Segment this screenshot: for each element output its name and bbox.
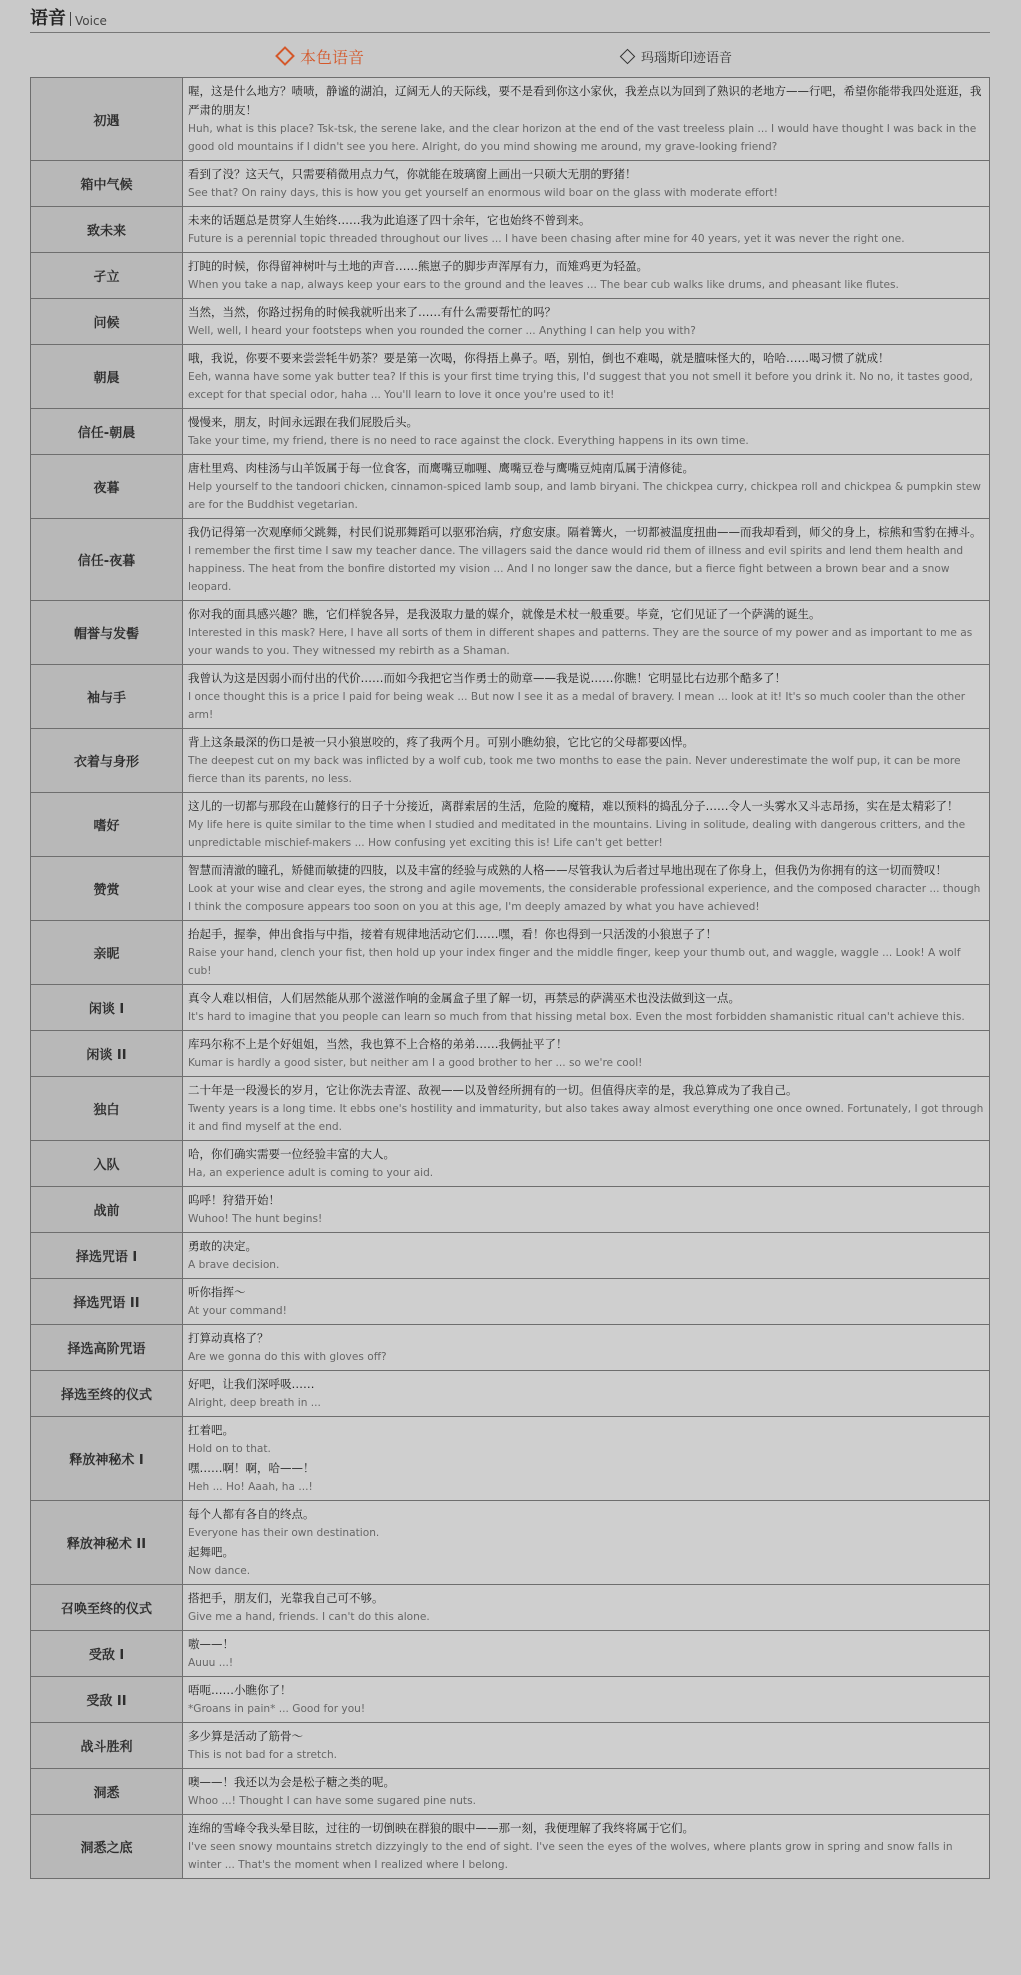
voice-line-english: Raise your hand, clench your fist, then hold up your index finger and the middle finger, keep your thumb out, and waggle, waggle ... Look! A wolf cub! [188, 947, 961, 977]
voice-line-label: 受敌 II [31, 1677, 183, 1723]
voice-line-english: I remember the first time I saw my teacher dance. The villagers said the dance would rid them of illness and evil spirits and lend them health and happiness. The heat from the bonfire distorted my vision ... And I no longer saw the dance, but a fierce fight between a brown bear and a snow leopard. [188, 545, 964, 593]
voice-line-label: 衣着与身形 [31, 729, 183, 793]
voice-row [31, 253, 990, 299]
voice-line-english: Whoo ...! Thought I can have some sugared pine nuts. [188, 1795, 476, 1807]
diamond-icon [620, 48, 636, 64]
voice-row [31, 299, 990, 345]
voice-line-label: 信任-朝晨 [31, 409, 183, 455]
voice-line-english: Interested in this mask? Here, I have all sorts of them in different shapes and patterns. They are the source of my power and as important to me as your wands to you. They witnessed my rebirth as a Shaman. [188, 627, 973, 657]
voice-line-content [183, 1815, 990, 1879]
voice-line-content [183, 409, 990, 455]
voice-line-content [183, 1631, 990, 1677]
voice-line-content [183, 253, 990, 299]
voice-line-chinese: 噢——！我还以为会是松子糖之类的呢。 [188, 1775, 395, 1789]
voice-line-content [183, 1723, 990, 1769]
voice-row [31, 207, 990, 253]
voice-line-english: Help yourself to the tandoori chicken, cinnamon-spiced lamb soup, and lamb biryani. The chickpea curry, chickpea roll and chickpea & pumpkin stew are for the Buddhist vegetarian. [188, 481, 981, 511]
voice-line-chinese: 连绵的雪峰令我头晕目眩，过往的一切倒映在群狼的眼中——那一刻，我便理解了我终将属于它们。 [188, 1821, 694, 1835]
voice-line-english: I've seen snowy mountains stretch dizzyingly to the end of sight. I've seen the eyes of the wolves, where plants grow in spring and snow falls in winter ... That's the moment when I realized where I belong. [188, 1841, 953, 1871]
voice-line-english: Future is a perennial topic threaded throughout our lives ... I have been chasing after mine for 40 years, yet it was never the right one. [188, 233, 905, 245]
voice-line-content [183, 345, 990, 409]
voice-row [31, 78, 990, 161]
voice-line-label: 召唤至终的仪式 [31, 1585, 183, 1631]
voice-line-label: 独白 [31, 1077, 183, 1141]
voice-line-english: When you take a nap, always keep your ears to the ground and the leaves ... The bear cub walks like drums, and pheasant like flutes. [188, 279, 899, 291]
voice-line-english: Well, well, I heard your footsteps when you rounded the corner ... Anything I can help you with? [188, 325, 696, 337]
voice-line-chinese: 好吧，让我们深呼吸…… [188, 1377, 315, 1391]
voice-line-label: 孑立 [31, 253, 183, 299]
voice-line-label: 初遇 [31, 78, 183, 161]
voice-line-label: 战前 [31, 1187, 183, 1233]
voice-line-content [183, 729, 990, 793]
voice-line-label: 释放神秘术 II [31, 1501, 183, 1585]
voice-row [31, 1585, 990, 1631]
voice-row [31, 1723, 990, 1769]
voice-line-chinese: 智慧而清澈的瞳孔，矫健而敏捷的四肢，以及丰富的经验与成熟的人格——尽管我认为后者过早地出现在了你身上，但我仍为你拥有的这一切而赞叹！ [188, 863, 947, 877]
voice-row [31, 1031, 990, 1077]
voice-row [31, 1077, 990, 1141]
voice-line-chinese: 起舞吧。 [188, 1545, 234, 1559]
voice-line-content [183, 1417, 990, 1501]
voice-line-label: 受敌 I [31, 1631, 183, 1677]
voice-line-english: Now dance. [188, 1565, 251, 1577]
voice-line-label: 袖与手 [31, 665, 183, 729]
voice-row [31, 1417, 990, 1501]
voice-line-label: 洞悉之底 [31, 1815, 183, 1879]
voice-line-chinese: 打盹的时候，你得留神树叶与土地的声音……熊崽子的脚步声浑厚有力，而雉鸡更为轻盈。 [188, 259, 648, 273]
voice-row [31, 985, 990, 1031]
voice-line-chinese: 嗷——！ [188, 1637, 234, 1651]
voice-line-label: 信任-夜暮 [31, 519, 183, 601]
voice-line-chinese: 库玛尔称不上是个好姐姐，当然，我也算不上合格的弟弟……我俩扯平了！ [188, 1037, 568, 1051]
voice-row [31, 793, 990, 857]
voice-row [31, 519, 990, 601]
voice-row [31, 1501, 990, 1585]
voice-row [31, 1371, 990, 1417]
voice-line-english: Wuhoo! The hunt begins! [188, 1213, 323, 1225]
voice-line-chinese: 扛着吧。 [188, 1423, 234, 1437]
voice-row [31, 665, 990, 729]
tab-manaus-imprint-voice[interactable] [622, 44, 732, 68]
voice-row [31, 1233, 990, 1279]
voice-line-content [183, 78, 990, 161]
voice-line-content [183, 1279, 990, 1325]
voice-line-content [183, 1141, 990, 1187]
voice-line-content [183, 207, 990, 253]
voice-tabs [30, 40, 990, 74]
voice-line-english: Twenty years is a long time. It ebbs one's hostility and immaturity, but also takes away almost everything one once owned. Fortunately, I got through it and find myself at the end. [188, 1103, 984, 1133]
voice-line-chinese: 当然，当然，你路过拐角的时候我就听出来了……有什么需要帮忙的吗？ [188, 305, 556, 319]
voice-table-wrapper [30, 77, 990, 1879]
voice-line-chinese: 每个人都有各自的终点。 [188, 1507, 315, 1521]
voice-line-chinese: 多少算是活动了筋骨～ [188, 1729, 303, 1743]
title-divider [70, 12, 71, 26]
voice-line-label: 战斗胜利 [31, 1723, 183, 1769]
voice-line-label: 择选咒语 I [31, 1233, 183, 1279]
voice-line-content [183, 1677, 990, 1723]
voice-line-label: 闲谈 II [31, 1031, 183, 1077]
voice-line-english: *Groans in pain* ... Good for you! [188, 1703, 366, 1715]
voice-line-content [183, 1325, 990, 1371]
voice-line-content [183, 1031, 990, 1077]
voice-line-label: 择选咒语 II [31, 1279, 183, 1325]
voice-row [31, 729, 990, 793]
page-subtitle: Voice [75, 14, 107, 28]
voice-line-english: Auuu ...! [188, 1657, 234, 1669]
voice-line-chinese: 慢慢来，朋友，时间永远跟在我们屁股后头。 [188, 415, 418, 429]
voice-table-body [31, 78, 990, 1879]
page-title: 语音 [30, 8, 66, 29]
voice-line-english: Are we gonna do this with gloves off? [188, 1351, 387, 1363]
voice-line-content [183, 1187, 990, 1233]
voice-line-chinese: 哦，我说，你要不要来尝尝牦牛奶茶？要是第一次喝，你得捂上鼻子。唔，别怕，倒也不难喝，就是膻味怪大的，哈哈……喝习惯了就成！ [188, 351, 890, 365]
voice-line-english: It's hard to imagine that you people can learn so much from that hissing metal box. Even the most forbidden shamanistic ritual can't achieve this. [188, 1011, 965, 1023]
voice-line-english: Alright, deep breath in ... [188, 1397, 321, 1409]
voice-line-english: This is not bad for a stretch. [188, 1749, 338, 1761]
voice-line-chinese: 你对我的面具感兴趣？瞧，它们样貌各异，是我汲取力量的媒介，就像是术杖一般重要。毕竟，它们见证了一个萨满的诞生。 [188, 607, 821, 621]
voice-row [31, 1631, 990, 1677]
voice-line-english: My life here is quite similar to the time when I studied and meditated in the mountains. Living in solitude, dealing with dangerous critters, and the unpredictable mischief-makers ... How confusing yet exciting this is! Life can't get better! [188, 819, 966, 849]
voice-line-chinese: 嘿……啊！啊，哈——！ [188, 1461, 315, 1475]
voice-line-english: At your command! [188, 1305, 287, 1317]
voice-line-chinese: 打算动真格了？ [188, 1331, 269, 1345]
voice-row [31, 1815, 990, 1879]
voice-line-chinese: 这儿的一切都与那段在山麓修行的日子十分接近，离群索居的生活，危险的魔精，难以预料的捣乱分子……令人一头雾水又斗志昂扬，实在是太精彩了！ [188, 799, 959, 813]
voice-line-chinese: 喔，这是什么地方？啧啧，静谧的湖泊，辽阔无人的天际线，要不是看到你这小家伙，我差点以为回到了熟识的老地方——行吧，希望你能带我四处逛逛，我严肃的朋友！ [188, 84, 982, 117]
voice-line-chinese: 二十年是一段漫长的岁月，它让你洗去青涩、敌视——以及曾经所拥有的一切。但值得庆幸的是，我总算成为了我自己。 [188, 1083, 798, 1097]
voice-line-label: 闲谈 I [31, 985, 183, 1031]
voice-line-label: 嗜好 [31, 793, 183, 857]
voice-line-label: 帽誉与发髻 [31, 601, 183, 665]
voice-line-content [183, 299, 990, 345]
voice-line-english: I once thought this is a price I paid for being weak ... But now I see it as a medal of bravery. I mean ... look at it! It's so much cooler than the other arm! [188, 691, 966, 721]
voice-line-chinese: 搭把手，朋友们，光靠我自己可不够。 [188, 1591, 384, 1605]
voice-line-label: 致未来 [31, 207, 183, 253]
voice-line-chinese: 未来的话题总是贯穿人生始终……我为此追逐了四十余年，它也始终不曾到来。 [188, 213, 591, 227]
voice-row [31, 161, 990, 207]
voice-line-label: 问候 [31, 299, 183, 345]
voice-line-content [183, 161, 990, 207]
tab-label: 本色语音 [300, 47, 365, 67]
voice-line-content [183, 921, 990, 985]
voice-line-chinese: 我曾认为这是因弱小而付出的代价……而如今我把它当作勇士的勋章——我是说……你瞧！它明显比右边那个酷多了！ [188, 671, 786, 685]
voice-line-english: Give me a hand, friends. I can't do this alone. [188, 1611, 430, 1623]
voice-line-english: See that? On rainy days, this is how you get yourself an enormous wild boar on the glass with moderate effort! [188, 187, 778, 199]
voice-row [31, 921, 990, 985]
voice-row [31, 601, 990, 665]
voice-line-content [183, 793, 990, 857]
voice-line-content [183, 1371, 990, 1417]
voice-line-label: 箱中气候 [31, 161, 183, 207]
voice-row [31, 1769, 990, 1815]
voice-line-english: Heh ... Ho! Aaah, ha ...! [188, 1481, 313, 1493]
voice-line-label: 择选高阶咒语 [31, 1325, 183, 1371]
voice-row [31, 857, 990, 921]
voice-line-chinese: 抬起手，握拳，伸出食指与中指，接着有规律地活动它们……嘿，看！你也得到一只活泼的小狼崽子了！ [188, 927, 717, 941]
voice-row [31, 1187, 990, 1233]
voice-line-chinese: 真令人难以相信，人们居然能从那个滋滋作响的金属盒子里了解一切，再禁忌的萨满巫术也没法做到这一点。 [188, 991, 740, 1005]
voice-line-chinese: 呜呼！狩猎开始！ [188, 1193, 280, 1207]
page-header [30, 6, 990, 33]
voice-line-english: Hold on to that. [188, 1443, 271, 1455]
voice-line-english: Eeh, wanna have some yak butter tea? If this is your first time trying this, I'd suggest that you not smell it before you drink it. No no, it tastes good, except for that special odor, haha ... You'll learn to love it once you're used to it! [188, 371, 973, 401]
voice-line-content [183, 1077, 990, 1141]
voice-line-chinese: 哈，你们确实需要一位经验丰富的大人。 [188, 1147, 395, 1161]
voice-line-content [183, 857, 990, 921]
voice-line-english: The deepest cut on my back was inflicted by a wolf cub, took me two months to ease the pain. Never underestimate the wolf pup, it can be more fierce than its parents, no less. [188, 755, 961, 785]
voice-line-label: 朝晨 [31, 345, 183, 409]
voice-row [31, 1141, 990, 1187]
voice-line-content [183, 1233, 990, 1279]
voice-row [31, 1677, 990, 1723]
voice-line-english: Ha, an experience adult is coming to your aid. [188, 1167, 434, 1179]
voice-line-label: 夜暮 [31, 455, 183, 519]
voice-line-label: 择选至终的仪式 [31, 1371, 183, 1417]
voice-line-chinese: 看到了没？这天气，只需要稍微用点力气，你就能在玻璃窗上画出一只硕大无朋的野猪！ [188, 167, 637, 181]
voice-line-content [183, 1585, 990, 1631]
voice-row [31, 1325, 990, 1371]
voice-line-chinese: 听你指挥～ [188, 1285, 246, 1299]
voice-line-english: Everyone has their own destination. [188, 1527, 380, 1539]
voice-line-english: Take your time, my friend, there is no need to race against the clock. Everything happens in its own time. [188, 435, 749, 447]
voice-line-label: 洞悉 [31, 1769, 183, 1815]
voice-line-english: Kumar is hardly a good sister, but neither am I a good brother to her ... so we're cool! [188, 1057, 643, 1069]
voice-line-english: Huh, what is this place? Tsk-tsk, the serene lake, and the clear horizon at the end of the vast treeless plain ... I would have thought I was back in the good old mountains if I didn't see you here. Alright, do you mind showing me around, my grave-looking friend? [188, 123, 977, 153]
diamond-icon [275, 46, 295, 66]
voice-line-english: A brave decision. [188, 1259, 280, 1271]
voice-line-content [183, 601, 990, 665]
voice-line-content [183, 1769, 990, 1815]
voice-line-content [183, 519, 990, 601]
voice-row [31, 455, 990, 519]
voice-line-content [183, 665, 990, 729]
voice-line-chinese: 勇敢的决定。 [188, 1239, 257, 1253]
voice-line-chinese: 唔呃……小瞧你了！ [188, 1683, 292, 1697]
voice-table [30, 77, 990, 1879]
voice-line-label: 亲昵 [31, 921, 183, 985]
voice-line-label: 入队 [31, 1141, 183, 1187]
voice-row [31, 345, 990, 409]
voice-line-label: 释放神秘术 I [31, 1417, 183, 1501]
tab-original-voice[interactable] [278, 44, 364, 68]
voice-line-chinese: 背上这条最深的伤口是被一只小狼崽咬的，疼了我两个月。可别小瞧幼狼，它比它的父母都要凶悍。 [188, 735, 694, 749]
voice-row [31, 1279, 990, 1325]
voice-line-english: Look at your wise and clear eyes, the strong and agile movements, the considerable professional experience, and the composed character ... though I think the composure appears too soon on you at this age, I'm deeply amazed by what you have achieved! [188, 883, 981, 913]
voice-line-content [183, 985, 990, 1031]
voice-line-chinese: 唐杜里鸡、肉桂汤与山羊饭属于每一位食客，而鹰嘴豆咖喱、鹰嘴豆卷与鹰嘴豆炖南瓜属于清修徒。 [188, 461, 694, 475]
voice-line-content [183, 1501, 990, 1585]
voice-row [31, 409, 990, 455]
voice-line-content [183, 455, 990, 519]
voice-line-chinese: 我仍记得第一次观摩师父跳舞，村民们说那舞蹈可以驱邪治病，疗愈安康。隔着篝火，一切都被温度扭曲——而我却看到，师父的身上，棕熊和雪豹在搏斗。 [188, 525, 982, 539]
voice-line-label: 赞赏 [31, 857, 183, 921]
tab-label: 玛瑙斯印迹语音 [641, 50, 733, 66]
